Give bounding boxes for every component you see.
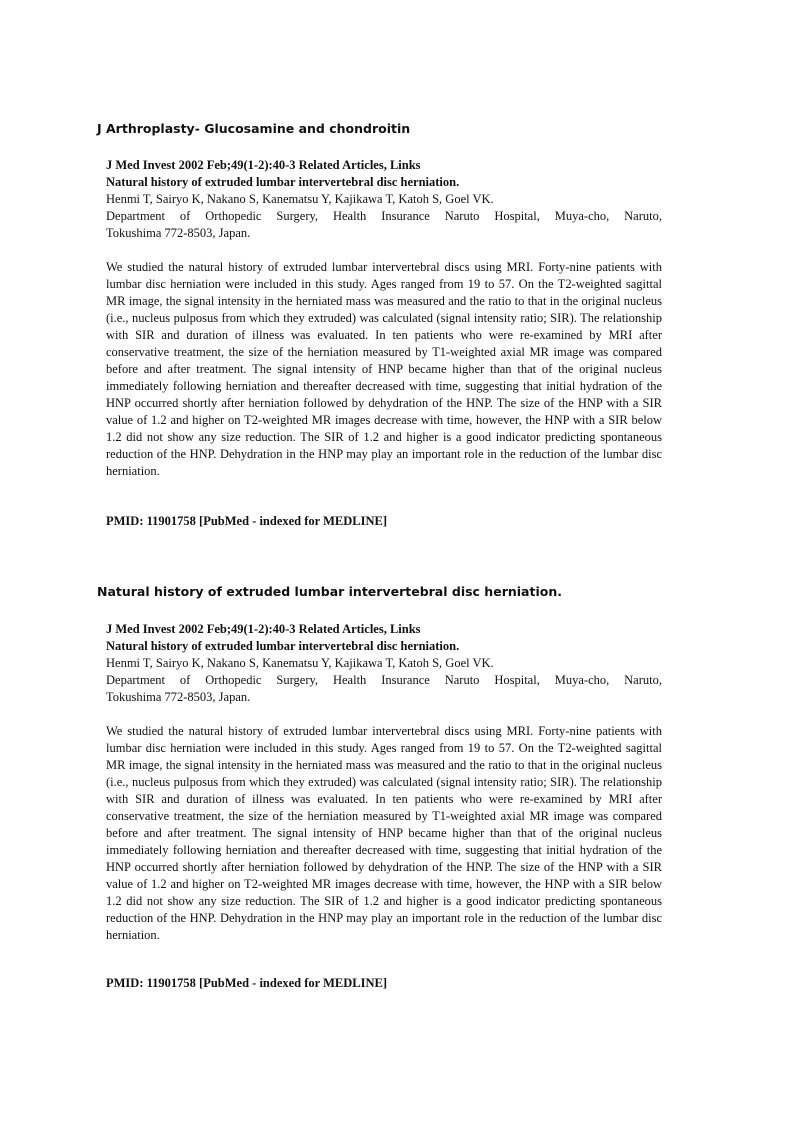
article-title: Natural history of extruded lumbar intervertebral disc herniation. <box>106 175 460 189</box>
authors: Henmi T, Sairyo K, Nakano S, Kanematsu Y, Kajikawa T, Katoh S, Goel VK. <box>106 192 494 206</box>
abstract-text: We studied the natural history of extruded lumbar intervertebral discs using MRI. Forty-nine patients with lumbar disc herniation were included in this study. Ages ranged from 19 to 57. On the T2-weighted sagittal MR image, the signal intensity in the herniated mass was measured and the ratio to that in the original nucleus (i.e., nucleus pulposus from which they extruded) was calculated (signal intensity ratio; SIR). The relationship with SIR and duration of illness was evaluated. In ten patients who were re-examined by MRI after conservative treatment, the size of the herniation measured by T1-weighted axial MR image was compared before and after treatment. The signal intensity of HNP became higher than that of the original nucleus immediately following herniation and thereafter decreased with time, suggesting that initial hydration of the HNP occurred shortly after herniation followed by dehydration of the HNP. The size of the HNP with a SIR value of 1.2 and higher on T2-weighted MR images decrease with time, however, the HNP with a SIR below 1.2 did not show any size reduction. The SIR of 1.2 and higher is a good indicator predicting spontaneous reduction of the HNP. Dehydration in the HNP may play an important role in the reduction of the lumbar disc herniation. <box>106 260 662 478</box>
citation-block <box>106 157 662 242</box>
section-heading: J Arthroplasty- Glucosamine and chondroitin <box>97 121 411 136</box>
affiliation-line-1: Department of Orthopedic Surgery, Health Insurance Naruto Hospital, Muya-cho, Naruto, <box>106 209 662 223</box>
journal-line: J Med Invest 2002 Feb;49(1-2):40-3 Related Articles, Links <box>106 158 421 172</box>
affiliation-line-1: Department of Orthopedic Surgery, Health Insurance Naruto Hospital, Muya-cho, Naruto, <box>106 673 662 687</box>
article-title: Natural history of extruded lumbar intervertebral disc herniation. <box>106 639 460 653</box>
authors: Henmi T, Sairyo K, Nakano S, Kanematsu Y, Kajikawa T, Katoh S, Goel VK. <box>106 656 494 670</box>
citation-block <box>106 621 662 706</box>
pmid-line: PMID: 11901758 [PubMed - indexed for MEDLINE] <box>106 514 388 528</box>
affiliation-line-2: Tokushima 772-8503, Japan. <box>106 226 251 240</box>
affiliation-line-2: Tokushima 772-8503, Japan. <box>106 690 251 704</box>
section-heading: Natural history of extruded lumbar intervertebral disc herniation. <box>97 584 562 599</box>
pmid-line: PMID: 11901758 [PubMed - indexed for MEDLINE] <box>106 976 388 990</box>
abstract-text: We studied the natural history of extruded lumbar intervertebral discs using MRI. Forty-nine patients with lumbar disc herniation were included in this study. Ages ranged from 19 to 57. On the T2-weighted sagittal MR image, the signal intensity in the herniated mass was measured and the ratio to that in the original nucleus (i.e., nucleus pulposus from which they extruded) was calculated (signal intensity ratio; SIR). The relationship with SIR and duration of illness was evaluated. In ten patients who were re-examined by MRI after conservative treatment, the size of the herniation measured by T1-weighted axial MR image was compared before and after treatment. The signal intensity of HNP became higher than that of the original nucleus immediately following herniation and thereafter decreased with time, suggesting that initial hydration of the HNP occurred shortly after herniation followed by dehydration of the HNP. The size of the HNP with a SIR value of 1.2 and higher on T2-weighted MR images decrease with time, however, the HNP with a SIR below 1.2 did not show any size reduction. The SIR of 1.2 and higher is a good indicator predicting spontaneous reduction of the HNP. Dehydration in the HNP may play an important role in the reduction of the lumbar disc herniation. <box>106 724 662 942</box>
journal-line: J Med Invest 2002 Feb;49(1-2):40-3 Related Articles, Links <box>106 622 421 636</box>
